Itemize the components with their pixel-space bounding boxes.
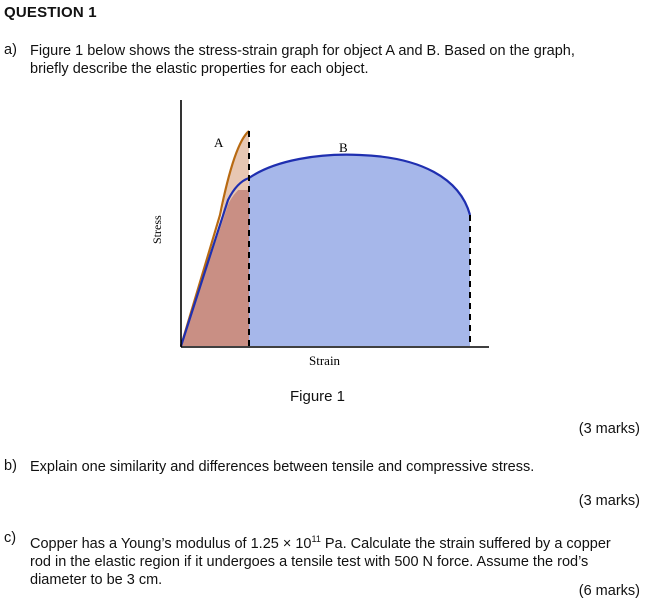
- object-a-elastic-region: [181, 190, 249, 346]
- question-c-line2: rod in the elastic region if it undergoes a tensile test with 500 N force. Assume the rod’s: [30, 553, 589, 570]
- question-b-label: b): [4, 458, 17, 474]
- figure-caption: Figure 1: [290, 388, 346, 405]
- question-a-label: a): [4, 42, 17, 58]
- question-b-marks: (3 marks): [578, 493, 640, 509]
- question-c-line1-end: Pa. Calculate the strain suffered by a copper: [320, 535, 611, 552]
- question-a-line2: briefly describe the elastic properties for each object.: [30, 61, 369, 77]
- question-b-text: Explain one similarity and differences between tensile and compressive stress.: [30, 459, 535, 475]
- object-b-region: [249, 155, 470, 346]
- y-axis-label: Stress: [150, 215, 164, 244]
- question-c-label: c): [4, 530, 17, 546]
- curve-b-label: B: [339, 140, 348, 155]
- question-c-exponent: 11: [311, 534, 321, 544]
- curve-a-label: A: [214, 135, 224, 150]
- question-a-marks: (3 marks): [578, 421, 640, 437]
- x-axis-label: Strain: [309, 353, 341, 368]
- question-c-text: [30, 530, 642, 589]
- question-a-line1: Figure 1 below shows the stress-strain graph for object A and B. Based on the graph,: [30, 43, 575, 59]
- question-c-line1: [30, 530, 642, 553]
- question-c-line3: diameter to be 3 cm.: [30, 571, 163, 588]
- question-c-marks: (6 marks): [578, 583, 640, 599]
- question-c-line1-start: Copper has a Young’s modulus of 1.25 × 10: [30, 535, 312, 552]
- question-heading: QUESTION 1: [4, 4, 97, 21]
